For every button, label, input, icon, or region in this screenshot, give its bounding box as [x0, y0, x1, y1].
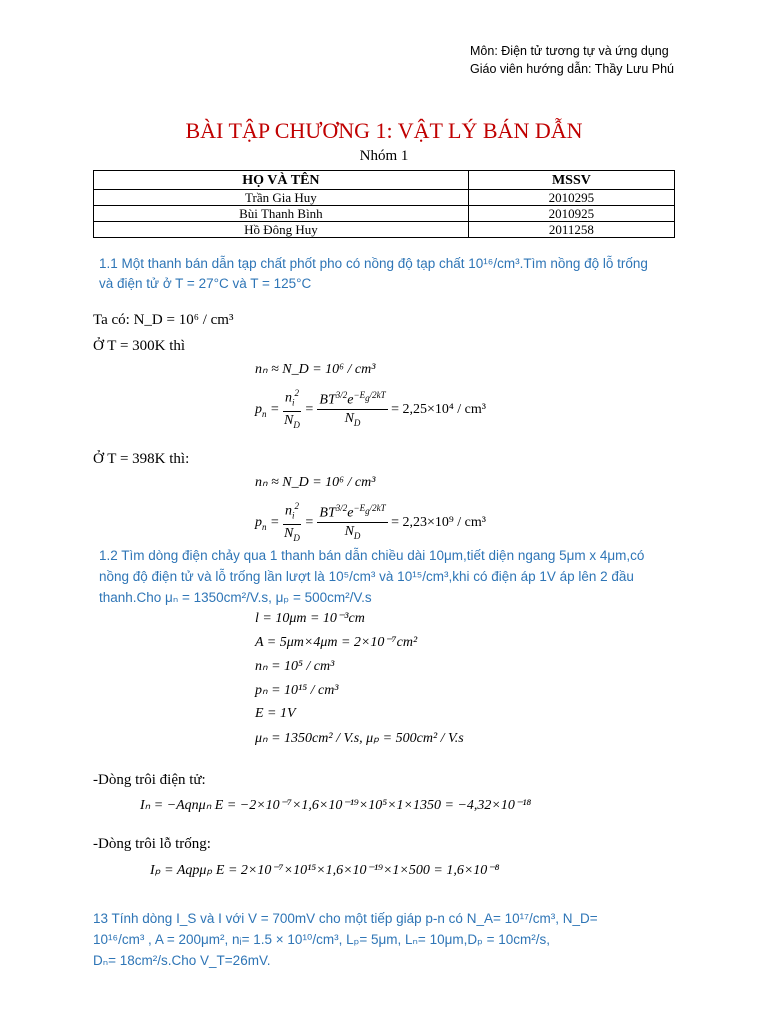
pn-symbol: $p_n$ = [255, 514, 283, 532]
ni-squared-fraction: $\frac{n_i^2}{N_D}$ [283, 498, 301, 547]
q2-pn: pₙ = 10¹⁵ / cm³ [255, 683, 339, 698]
course-name: Môn: Điện tử tương tự và ứng dụng [470, 44, 669, 58]
header-id: MSSV [468, 171, 674, 190]
q2-mobility: μₙ = 1350cm² / V.s, μₚ = 500cm² / V.s [255, 731, 464, 746]
student-id: 2011258 [468, 222, 674, 238]
teacher-name: Giáo viên hướng dẫn: Thầy Lưu Phú [470, 62, 674, 76]
group-label: Nhóm 1 [359, 148, 409, 164]
q2-area: A = 5μm×4μm = 2×10⁻⁷cm² [255, 635, 418, 650]
q2-field: E = 1V [255, 706, 296, 721]
q3-line2: 10¹⁶/cm³ , A = 200μm², nᵢ= 1.5 × 10¹⁰/cm³, Lₚ= 5μm, Lₙ= 10μm,Dₚ = 10cm²/s, [93, 932, 551, 947]
q2-hole-current: Iₚ = Aqpμₚ E = 2×10⁻⁷×10¹⁵×1,6×10⁻¹⁹×1×500 = 1,6×10⁻⁸ [150, 863, 500, 878]
q1-pn2-result: = 2,23×10⁹ / cm³ [391, 514, 486, 530]
q1-nn2: nₙ ≈ N_D = 10⁶ / cm³ [255, 475, 376, 490]
bt-fraction: $\frac{BT^{3/2}e^{-E_g/2kT}}{N_D}$ [317, 500, 387, 544]
ni-squared-fraction: $\frac{n_i^2}{N_D}$ [283, 385, 301, 434]
q2-line1: 1.2 Tìm dòng điện chảy qua 1 thanh bán dẫn chiều dài 10μm,tiết diện ngang 5μm x 4μm,có [99, 548, 645, 563]
student-name: Bùi Thanh Bình [94, 206, 469, 222]
student-name: Trần Gia Huy [94, 190, 469, 206]
q1-pn1-equation: $p_n$ = $\frac{n_i^2}{N_D}$ = $\frac{BT^{3/2}e^{-E_g/2kT}}{N_D}$ = 2,25×10⁴ / cm³ [255, 385, 486, 434]
page-title: BÀI TẬP CHƯƠNG 1: VẬT LÝ BÁN DẪN [185, 118, 583, 143]
q1-case2: Ở T = 398K thì: [93, 451, 190, 467]
header-name: HỌ VÀ TÊN [94, 171, 469, 190]
table-row [94, 206, 675, 222]
q3-line3: Dₙ= 18cm²/s.Cho V_T=26mV. [93, 953, 271, 968]
q1-nn1: nₙ ≈ N_D = 10⁶ / cm³ [255, 362, 376, 377]
student-id: 2010295 [468, 190, 674, 206]
q2-hole-label: -Dòng trôi lỗ trống: [93, 836, 211, 852]
q3-line1: 13 Tính dòng I_S và I với V = 700mV cho một tiếp giáp p-n có N_A= 10¹⁷/cm³, N_D= [93, 911, 598, 926]
q2-nn: nₙ = 10⁵ / cm³ [255, 659, 335, 674]
student-id: 2010925 [468, 206, 674, 222]
q1-pn2-equation: $p_n$ = $\frac{n_i^2}{N_D}$ = $\frac{BT^{3/2}e^{-E_g/2kT}}{N_D}$ = 2,23×10⁹ / cm³ [255, 498, 486, 547]
q1-given: Ta có: N_D = 10⁶ / cm³ [93, 312, 234, 328]
q1-line2: và điện tử ở T = 27°C và T = 125°C [99, 276, 312, 291]
pn-symbol: $p_n$ = [255, 401, 283, 419]
q2-electron-current: Iₙ = −Aqnμₙ E = −2×10⁻⁷×1,6×10⁻¹⁹×10⁵×1×1350 = −4,32×10⁻¹⁸ [140, 798, 532, 813]
q1-case1: Ở T = 300K thì [93, 338, 186, 354]
q1-line1: 1.1 Một thanh bán dẫn tạp chất phốt pho có nồng độ tạp chất 10¹⁶/cm³.Tìm nồng độ lỗ trống [99, 256, 648, 271]
table-header-row [94, 171, 675, 190]
table-row [94, 190, 675, 206]
bt-fraction: $\frac{BT^{3/2}e^{-E_g/2kT}}{N_D}$ [317, 387, 387, 431]
table-row [94, 222, 675, 238]
q2-line3: thanh.Cho μₙ = 1350cm²/V.s, μₚ = 500cm²/V.s [99, 590, 372, 605]
q2-electron-label: -Dòng trôi điện tử: [93, 772, 206, 788]
student-table [93, 170, 675, 238]
q2-length: l = 10μm = 10⁻³cm [255, 611, 365, 626]
q2-line2: nồng độ điện tử và lỗ trống lần lượt là 10⁵/cm³ và 10¹⁵/cm³,khi có điện áp 1V áp lên 2 đầu [99, 569, 634, 584]
student-name: Hồ Đông Huy [94, 222, 469, 238]
q1-pn1-result: = 2,25×10⁴ / cm³ [391, 401, 486, 417]
